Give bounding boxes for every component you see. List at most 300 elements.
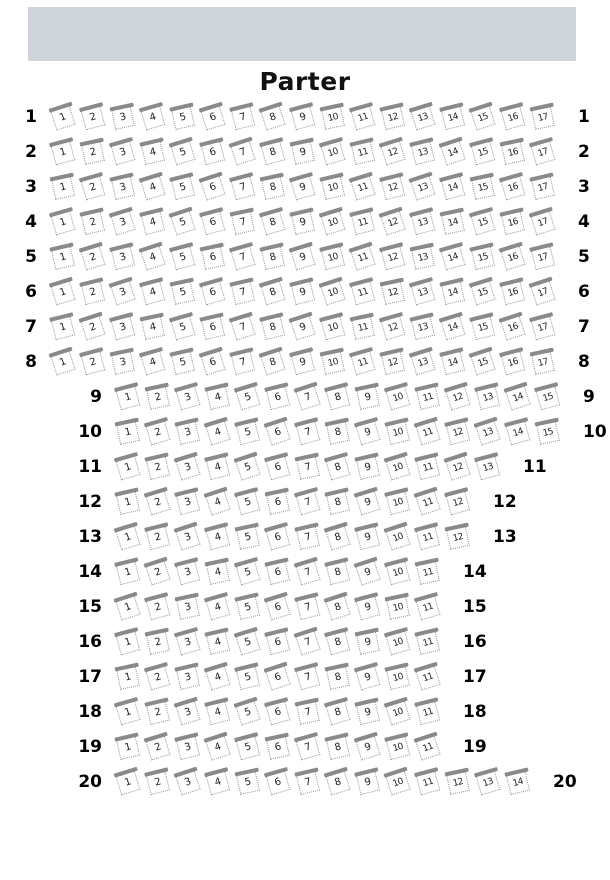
seat[interactable] bbox=[531, 210, 556, 235]
seat[interactable] bbox=[291, 245, 316, 270]
seat[interactable] bbox=[51, 140, 75, 164]
seat[interactable] bbox=[326, 421, 350, 445]
seat[interactable] bbox=[201, 210, 225, 234]
seat[interactable] bbox=[320, 280, 345, 305]
seat[interactable] bbox=[416, 770, 440, 794]
seat[interactable] bbox=[536, 385, 560, 409]
seat[interactable] bbox=[321, 176, 345, 200]
seat[interactable] bbox=[446, 526, 470, 550]
seat[interactable] bbox=[501, 350, 525, 374]
seat[interactable] bbox=[416, 561, 440, 585]
seat[interactable] bbox=[501, 245, 526, 270]
seat[interactable] bbox=[81, 280, 105, 304]
seat[interactable] bbox=[261, 246, 285, 270]
seat[interactable] bbox=[326, 455, 351, 480]
seat[interactable] bbox=[416, 420, 441, 445]
seat[interactable] bbox=[351, 280, 375, 304]
seat[interactable] bbox=[351, 350, 376, 375]
seat[interactable] bbox=[141, 141, 165, 165]
seat[interactable] bbox=[141, 105, 166, 130]
seat[interactable] bbox=[381, 140, 406, 165]
seat[interactable] bbox=[141, 210, 165, 234]
seat[interactable] bbox=[170, 210, 195, 235]
seat[interactable] bbox=[476, 770, 501, 795]
seat[interactable] bbox=[441, 175, 465, 199]
seat[interactable] bbox=[265, 420, 290, 445]
seat[interactable] bbox=[506, 420, 530, 444]
seat[interactable] bbox=[236, 526, 260, 550]
seat[interactable] bbox=[441, 281, 465, 305]
seat[interactable] bbox=[146, 631, 170, 655]
seat[interactable] bbox=[201, 316, 225, 340]
seat[interactable] bbox=[116, 770, 141, 795]
seat-number: 2 bbox=[153, 460, 163, 474]
seat[interactable] bbox=[266, 385, 290, 409]
seat[interactable] bbox=[116, 385, 140, 409]
seat[interactable] bbox=[326, 385, 350, 409]
seat-back-bar-icon bbox=[349, 171, 373, 182]
seat[interactable] bbox=[231, 350, 255, 374]
seat[interactable] bbox=[501, 211, 525, 235]
seat[interactable] bbox=[386, 455, 411, 480]
seat[interactable] bbox=[446, 490, 470, 514]
seat[interactable] bbox=[266, 491, 290, 515]
seat[interactable] bbox=[386, 700, 411, 725]
seat[interactable] bbox=[505, 385, 530, 410]
seat[interactable] bbox=[230, 140, 255, 165]
seat[interactable] bbox=[231, 281, 255, 305]
seat[interactable] bbox=[206, 386, 230, 410]
seat[interactable] bbox=[386, 630, 411, 655]
seat[interactable] bbox=[350, 245, 375, 270]
seat[interactable] bbox=[261, 315, 285, 339]
seat[interactable] bbox=[111, 210, 136, 235]
seat[interactable] bbox=[351, 141, 375, 165]
seat[interactable] bbox=[296, 526, 320, 550]
seat[interactable] bbox=[351, 316, 375, 340]
seat[interactable] bbox=[176, 421, 200, 445]
seat[interactable] bbox=[475, 420, 500, 445]
seat[interactable] bbox=[356, 525, 380, 549]
seat[interactable] bbox=[146, 386, 170, 410]
seat[interactable] bbox=[441, 315, 466, 340]
seat[interactable] bbox=[501, 105, 525, 129]
seat[interactable] bbox=[260, 105, 285, 130]
seat[interactable] bbox=[206, 700, 230, 724]
seat[interactable] bbox=[296, 560, 321, 585]
seat[interactable] bbox=[146, 770, 170, 794]
seat[interactable] bbox=[261, 210, 286, 235]
seat[interactable] bbox=[295, 385, 320, 410]
seat[interactable] bbox=[201, 105, 226, 130]
seat[interactable] bbox=[446, 420, 470, 444]
seat[interactable] bbox=[441, 350, 465, 374]
seat[interactable] bbox=[141, 316, 165, 340]
seat[interactable] bbox=[291, 280, 315, 304]
seat[interactable] bbox=[146, 665, 171, 690]
seat[interactable] bbox=[501, 280, 525, 304]
seat[interactable] bbox=[291, 175, 316, 200]
seat[interactable] bbox=[116, 491, 140, 515]
seat[interactable] bbox=[231, 315, 256, 340]
seat[interactable] bbox=[266, 700, 290, 724]
seat[interactable] bbox=[171, 106, 195, 130]
seat-number: 10 bbox=[391, 425, 405, 439]
seat[interactable] bbox=[236, 596, 260, 620]
seat[interactable] bbox=[236, 490, 260, 514]
seat[interactable] bbox=[111, 315, 135, 339]
seat[interactable] bbox=[50, 350, 75, 375]
seat[interactable] bbox=[111, 140, 136, 165]
seat[interactable] bbox=[141, 175, 166, 200]
seat[interactable] bbox=[411, 350, 436, 375]
seat[interactable] bbox=[471, 140, 495, 164]
seat[interactable] bbox=[176, 490, 200, 514]
seat[interactable] bbox=[385, 770, 410, 795]
seat[interactable] bbox=[51, 246, 75, 270]
seat[interactable] bbox=[146, 490, 171, 515]
seat[interactable] bbox=[471, 280, 496, 305]
seat[interactable] bbox=[116, 421, 140, 445]
seat[interactable] bbox=[326, 666, 350, 690]
seat[interactable] bbox=[176, 596, 200, 620]
seat[interactable] bbox=[176, 560, 200, 584]
seat[interactable] bbox=[81, 141, 105, 165]
seat[interactable] bbox=[171, 140, 196, 165]
seat[interactable] bbox=[81, 105, 105, 129]
seat[interactable] bbox=[351, 175, 376, 200]
seat[interactable] bbox=[321, 315, 345, 339]
seat[interactable] bbox=[236, 560, 261, 585]
seat[interactable] bbox=[385, 525, 410, 550]
seat[interactable] bbox=[326, 700, 351, 725]
seat-cell bbox=[473, 277, 503, 309]
seat[interactable] bbox=[261, 176, 285, 200]
seat[interactable] bbox=[386, 421, 410, 445]
seat[interactable] bbox=[206, 665, 231, 690]
seat[interactable] bbox=[440, 140, 465, 165]
seat-number: 5 bbox=[242, 705, 253, 719]
seat[interactable] bbox=[116, 560, 140, 584]
seat[interactable] bbox=[381, 315, 406, 340]
seat[interactable] bbox=[206, 420, 231, 445]
seat[interactable] bbox=[326, 491, 350, 515]
seat[interactable] bbox=[236, 665, 260, 689]
seat[interactable] bbox=[381, 106, 405, 130]
seat[interactable] bbox=[111, 106, 135, 130]
seat[interactable] bbox=[386, 735, 410, 759]
seat[interactable] bbox=[445, 455, 470, 480]
seat[interactable] bbox=[351, 210, 375, 234]
seat[interactable] bbox=[441, 245, 466, 270]
seat[interactable] bbox=[531, 106, 555, 130]
seat[interactable] bbox=[171, 315, 196, 340]
seat-row bbox=[0, 100, 610, 135]
seat[interactable] bbox=[296, 665, 320, 689]
seat[interactable] bbox=[146, 420, 171, 445]
seat[interactable] bbox=[416, 386, 440, 410]
seat-number: 6 bbox=[208, 355, 218, 369]
seat[interactable] bbox=[416, 665, 441, 690]
seat[interactable] bbox=[206, 455, 230, 479]
seat[interactable] bbox=[296, 701, 320, 725]
seat[interactable] bbox=[176, 700, 201, 725]
seat[interactable] bbox=[411, 280, 436, 305]
seat[interactable] bbox=[171, 175, 195, 199]
seat[interactable] bbox=[175, 525, 200, 550]
seat[interactable] bbox=[201, 350, 226, 375]
seat[interactable] bbox=[471, 210, 496, 235]
seat[interactable] bbox=[470, 105, 495, 130]
seat[interactable] bbox=[235, 455, 260, 480]
seat[interactable] bbox=[235, 700, 260, 725]
seat[interactable] bbox=[261, 140, 285, 164]
seat[interactable] bbox=[326, 630, 350, 654]
seat[interactable] bbox=[51, 176, 75, 200]
seat[interactable] bbox=[141, 350, 166, 375]
seat[interactable] bbox=[206, 525, 230, 549]
seat[interactable] bbox=[51, 280, 76, 305]
seat[interactable] bbox=[116, 736, 140, 760]
seat[interactable] bbox=[81, 175, 106, 200]
seat[interactable] bbox=[260, 350, 285, 375]
seat-cell bbox=[388, 522, 418, 554]
seat[interactable] bbox=[296, 420, 320, 444]
seat[interactable] bbox=[386, 385, 411, 410]
seat[interactable] bbox=[356, 490, 381, 515]
seat[interactable] bbox=[441, 105, 465, 129]
seat[interactable] bbox=[266, 630, 290, 654]
seat[interactable] bbox=[351, 105, 376, 130]
seat[interactable] bbox=[356, 456, 380, 480]
seat[interactable] bbox=[80, 315, 105, 340]
seat[interactable] bbox=[291, 141, 315, 165]
seat[interactable] bbox=[115, 595, 140, 620]
seat[interactable] bbox=[531, 140, 556, 165]
seat-cell bbox=[443, 102, 473, 134]
seat[interactable] bbox=[265, 665, 290, 690]
seat[interactable] bbox=[446, 385, 471, 410]
seat[interactable] bbox=[506, 771, 530, 795]
seat[interactable] bbox=[176, 630, 201, 655]
seat[interactable] bbox=[386, 596, 410, 620]
seat-back-bar-icon bbox=[354, 697, 378, 706]
seat[interactable] bbox=[171, 351, 195, 375]
seat[interactable] bbox=[206, 770, 230, 794]
seat[interactable] bbox=[116, 630, 140, 654]
seat[interactable] bbox=[231, 245, 256, 270]
seat[interactable] bbox=[416, 455, 440, 479]
seat[interactable] bbox=[416, 525, 440, 549]
seat-cell bbox=[208, 522, 238, 554]
seat[interactable] bbox=[471, 315, 495, 339]
seat[interactable] bbox=[110, 280, 135, 305]
seat[interactable] bbox=[176, 735, 200, 759]
seat[interactable] bbox=[231, 105, 255, 129]
seat[interactable] bbox=[206, 595, 231, 620]
seat[interactable] bbox=[321, 140, 346, 165]
seat[interactable] bbox=[236, 420, 260, 444]
seat[interactable] bbox=[176, 385, 201, 410]
seat[interactable] bbox=[476, 455, 500, 479]
seat[interactable] bbox=[206, 631, 230, 655]
seat[interactable] bbox=[356, 631, 380, 655]
seat[interactable] bbox=[231, 175, 255, 199]
row-label-left: 17 bbox=[78, 667, 102, 687]
seat[interactable] bbox=[381, 245, 405, 269]
seat[interactable] bbox=[200, 175, 225, 200]
seat[interactable] bbox=[290, 315, 315, 340]
seat[interactable] bbox=[236, 771, 260, 795]
seat[interactable] bbox=[326, 736, 350, 760]
seat[interactable] bbox=[471, 246, 495, 270]
seat[interactable] bbox=[261, 280, 286, 305]
seat[interactable] bbox=[381, 281, 405, 305]
seat[interactable] bbox=[236, 630, 261, 655]
seat[interactable] bbox=[236, 385, 261, 410]
seat[interactable] bbox=[415, 490, 440, 515]
seat[interactable] bbox=[411, 316, 435, 340]
seat[interactable] bbox=[531, 351, 555, 375]
seat[interactable] bbox=[501, 175, 526, 200]
seat[interactable] bbox=[386, 490, 410, 514]
seat[interactable] bbox=[416, 631, 440, 655]
seat[interactable] bbox=[476, 385, 500, 409]
seat[interactable] bbox=[111, 176, 135, 200]
seat-row bbox=[0, 380, 610, 415]
seat[interactable] bbox=[471, 176, 495, 200]
seat[interactable] bbox=[51, 210, 76, 235]
seat[interactable] bbox=[321, 245, 345, 269]
seat[interactable] bbox=[266, 525, 291, 550]
seat[interactable] bbox=[411, 246, 435, 270]
seat[interactable] bbox=[176, 666, 200, 690]
seat[interactable] bbox=[266, 595, 291, 620]
seat[interactable] bbox=[291, 211, 315, 235]
seat[interactable] bbox=[416, 700, 440, 724]
seat[interactable] bbox=[415, 735, 440, 760]
seat[interactable] bbox=[81, 211, 105, 235]
seat[interactable] bbox=[296, 735, 321, 760]
seat[interactable] bbox=[355, 560, 380, 585]
seat[interactable] bbox=[116, 525, 141, 550]
seat-cell bbox=[268, 452, 298, 484]
seat[interactable] bbox=[411, 105, 436, 130]
seat[interactable] bbox=[356, 595, 380, 619]
seat[interactable] bbox=[356, 770, 380, 794]
seat[interactable] bbox=[446, 771, 470, 795]
seat[interactable] bbox=[410, 175, 435, 200]
seat[interactable] bbox=[146, 525, 170, 549]
seat[interactable] bbox=[266, 770, 291, 795]
seat[interactable] bbox=[205, 735, 230, 760]
seat-back-bar-icon bbox=[530, 102, 554, 111]
seat[interactable] bbox=[296, 456, 320, 480]
seat-cell bbox=[148, 417, 178, 449]
seat[interactable] bbox=[356, 420, 381, 445]
seat[interactable] bbox=[531, 176, 555, 200]
seat[interactable] bbox=[321, 210, 346, 235]
seat[interactable] bbox=[116, 700, 141, 725]
seat[interactable] bbox=[201, 140, 225, 164]
seat[interactable] bbox=[201, 280, 226, 305]
seat[interactable] bbox=[236, 735, 260, 759]
seat[interactable] bbox=[266, 561, 290, 585]
seat[interactable] bbox=[441, 211, 465, 235]
seat[interactable] bbox=[381, 175, 405, 199]
seat[interactable] bbox=[500, 315, 525, 340]
seat[interactable] bbox=[206, 561, 230, 585]
seat[interactable] bbox=[381, 351, 405, 375]
seat-back-bar-icon bbox=[354, 767, 378, 777]
seat[interactable] bbox=[111, 245, 135, 269]
seat[interactable] bbox=[380, 210, 405, 235]
seat[interactable] bbox=[81, 245, 106, 270]
seat[interactable] bbox=[141, 280, 165, 304]
seat[interactable] bbox=[356, 701, 380, 725]
seat[interactable] bbox=[171, 281, 195, 305]
seat[interactable] bbox=[470, 350, 495, 375]
seat[interactable] bbox=[291, 105, 315, 129]
seat[interactable] bbox=[296, 595, 320, 619]
seat[interactable] bbox=[201, 246, 225, 270]
seat[interactable] bbox=[51, 315, 75, 339]
seat[interactable] bbox=[501, 141, 525, 165]
seat[interactable] bbox=[326, 560, 350, 584]
seat[interactable] bbox=[326, 770, 351, 795]
seat[interactable] bbox=[145, 560, 170, 585]
seat[interactable] bbox=[411, 140, 435, 164]
seat[interactable] bbox=[356, 665, 381, 690]
seat[interactable] bbox=[116, 455, 141, 480]
seat[interactable] bbox=[416, 595, 441, 620]
seat[interactable] bbox=[356, 735, 381, 760]
seat[interactable] bbox=[321, 351, 345, 375]
seat[interactable] bbox=[116, 666, 140, 690]
seat[interactable] bbox=[530, 280, 555, 305]
seat[interactable] bbox=[386, 666, 410, 690]
seat[interactable] bbox=[321, 106, 345, 130]
seat[interactable] bbox=[296, 490, 321, 515]
seat[interactable] bbox=[140, 245, 165, 270]
seat[interactable] bbox=[386, 560, 410, 584]
seat[interactable] bbox=[295, 630, 320, 655]
seat[interactable] bbox=[326, 525, 351, 550]
seat[interactable] bbox=[175, 770, 200, 795]
seat[interactable] bbox=[531, 315, 555, 339]
seat[interactable] bbox=[146, 701, 170, 725]
seat[interactable] bbox=[291, 350, 315, 374]
seat[interactable] bbox=[325, 595, 350, 620]
seat[interactable] bbox=[176, 455, 201, 480]
seat[interactable] bbox=[536, 421, 560, 445]
seat[interactable] bbox=[531, 245, 555, 269]
seat[interactable] bbox=[50, 105, 75, 130]
seat[interactable] bbox=[81, 350, 105, 374]
seat[interactable] bbox=[146, 456, 170, 480]
seat[interactable] bbox=[111, 351, 135, 375]
seat[interactable] bbox=[231, 211, 255, 235]
seat[interactable] bbox=[266, 455, 290, 479]
seat[interactable] bbox=[296, 771, 320, 795]
seat[interactable] bbox=[356, 386, 380, 410]
seat[interactable] bbox=[146, 735, 171, 760]
seat[interactable] bbox=[171, 245, 195, 269]
seat[interactable] bbox=[146, 595, 170, 619]
seat[interactable] bbox=[266, 736, 290, 760]
seat[interactable] bbox=[205, 490, 230, 515]
seat[interactable] bbox=[411, 210, 435, 234]
